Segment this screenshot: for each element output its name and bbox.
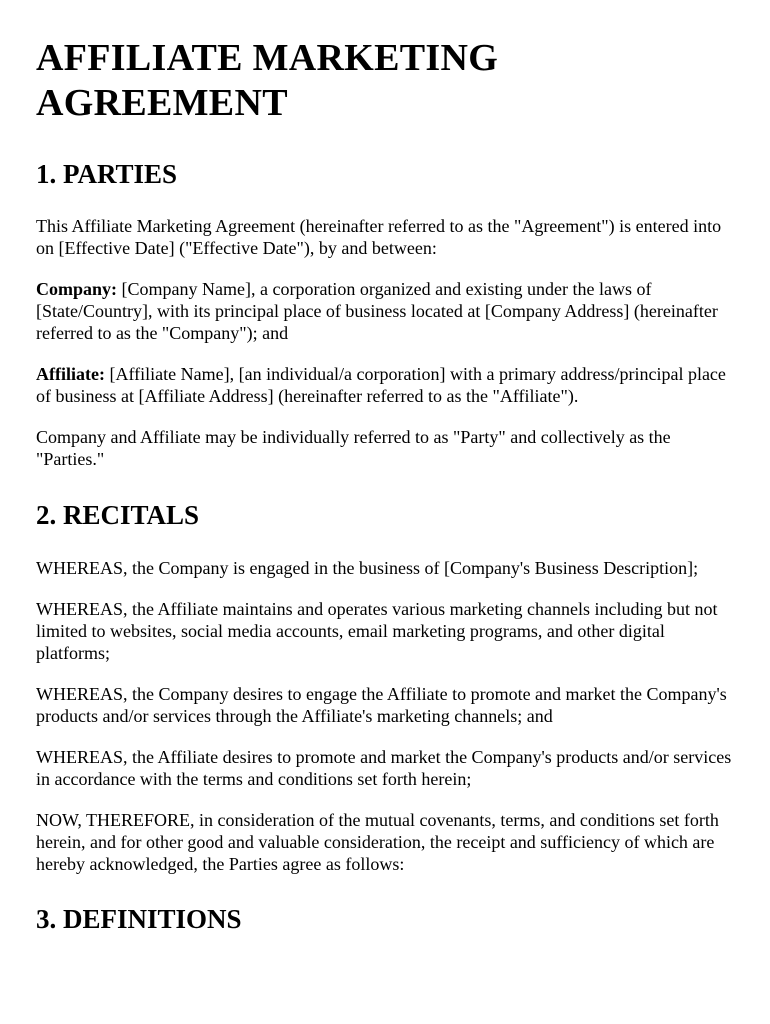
recital-whereas-4: WHEREAS, the Affiliate desires to promote and market the Company's products and/or services in accordance with the terms and conditions set forth herein; [36, 747, 732, 789]
affiliate-label: Affiliate: [36, 364, 105, 384]
affiliate-text: [Affiliate Name], [an individual/a corporation] with a primary address/principal place of business at [Affiliate Address] (hereinafter referred to as the "Affiliate"). [36, 364, 726, 406]
company-paragraph [36, 278, 736, 344]
recital-whereas-2: WHEREAS, the Affiliate maintains and operates various marketing channels including but not limited to websites, social media accounts, email marketing programs, and other digital platforms; [36, 599, 718, 663]
title-line-2: AGREEMENT [36, 82, 288, 124]
title-line-1: AFFILIATE MARKETING [36, 37, 499, 79]
parties-collective-paragraph: Company and Affiliate may be individually referred to as "Party" and collectively as the "Parties." [36, 427, 671, 469]
document-page [36, 36, 736, 935]
recital-whereas-3: WHEREAS, the Company desires to engage the Affiliate to promote and market the Company's products and/or services through the Affiliate's marketing channels; and [36, 684, 727, 726]
recital-whereas-1: WHEREAS, the Company is engaged in the business of [Company's Business Description]; [36, 558, 699, 578]
company-text: [Company Name], a corporation organized and existing under the laws of [State/Country], with its principal place of business located at [Company Address] (hereinafter referred to as the "Company"); and [36, 279, 718, 343]
section-heading-definitions: 3. DEFINITIONS [36, 904, 242, 934]
document-title [36, 36, 736, 126]
company-label: Company: [36, 279, 118, 299]
section-heading-recitals: 2. RECITALS [36, 500, 200, 530]
recital-now-therefore: NOW, THEREFORE, in consideration of the mutual covenants, terms, and conditions set forth herein, and for other good and valuable consideration, the receipt and sufficiency of which are hereby acknowledged, the Parties agree as follows: [36, 810, 719, 874]
parties-intro-paragraph: This Affiliate Marketing Agreement (hereinafter referred to as the "Agreement") is entered into on [Effective Date] ("Effective Date"), by and between: [36, 216, 722, 258]
section-heading-parties: 1. PARTIES [36, 159, 178, 189]
affiliate-paragraph [36, 363, 736, 407]
